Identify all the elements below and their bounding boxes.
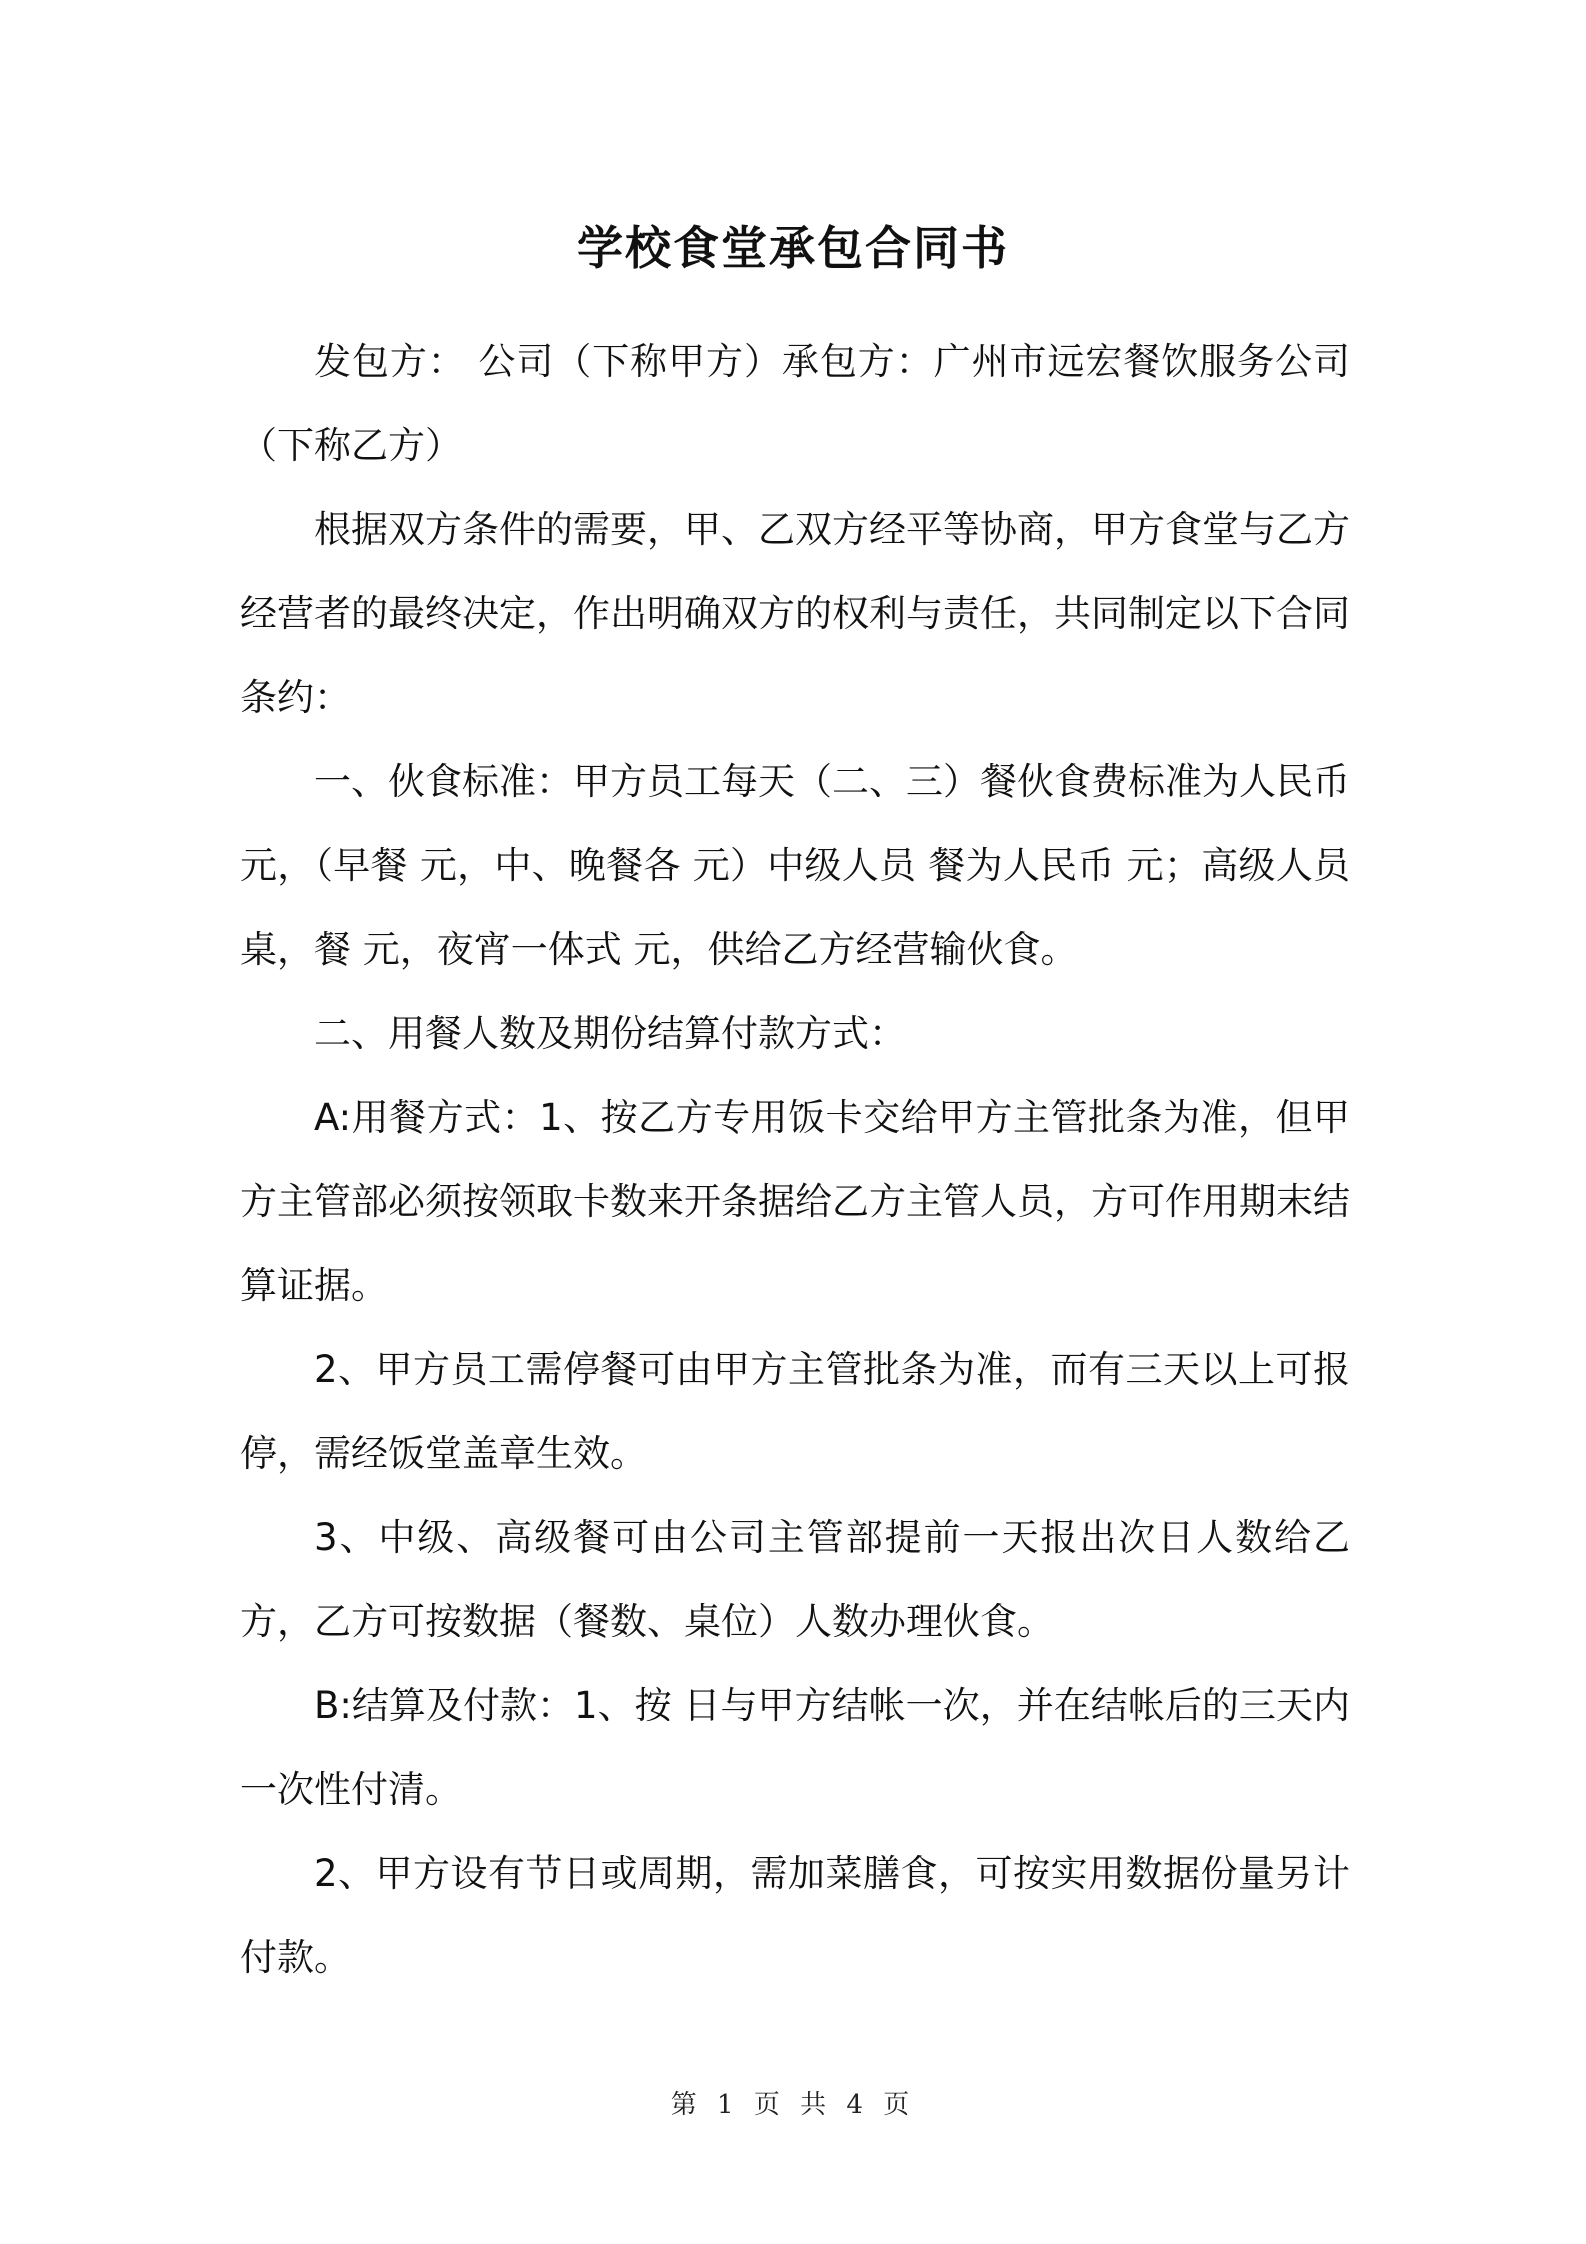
paragraph-meal-standard: 一、伙食标准：甲方员工每天（二、三）餐伙食费标准为人民币 元，（早餐 元，中、晚餐各 元）中级人员 餐为人民币 元；高级人员 桌，餐 元，夜宵一体式 元，供给乙方经营输伙食。: [240, 760, 1350, 971]
document-title: 学校食堂承包合同书: [577, 221, 1009, 275]
paragraph-parties: 发包方： 公司（下称甲方）承包方：广州市远宏餐饮服务公司（下称乙方）: [240, 340, 1350, 467]
paragraph-extra-meals: 2、甲方设有节日或周期，需加菜膳食，可按实用数据份量另计付款。: [240, 1852, 1350, 1979]
paragraph-senior-meals: 3、中级、高级餐可由公司主管部提前一天报出次日人数给乙方，乙方可按数据（餐数、桌位）人数办理伙食。: [240, 1516, 1350, 1643]
paragraph-section-two-heading: 二、用餐人数及期份结算付款方式：: [314, 1012, 906, 1055]
paragraph-settlement: B:结算及付款：1、按 日与甲方结帐一次，并在结帐后的三天内一次性付清。: [240, 1684, 1350, 1811]
paragraph-meal-suspension: 2、甲方员工需停餐可由甲方主管批条为准，而有三天以上可报停，需经饭堂盖章生效。: [240, 1348, 1350, 1475]
page-number-footer: 第 1 页 共 4 页: [670, 2090, 916, 2120]
paragraph-preamble: 根据双方条件的需要，甲、乙双方经平等协商，甲方食堂与乙方经营者的最终决定，作出明确双方的权利与责任，共同制定以下合同条约：: [240, 508, 1350, 719]
document-body: [240, 320, 1350, 2000]
paragraph-dining-method: A:用餐方式：1、按乙方专用饭卡交给甲方主管批条为准，但甲方主管部必须按领取卡数来开条据给乙方主管人员，方可作用期末结算证据。: [240, 1096, 1350, 1307]
